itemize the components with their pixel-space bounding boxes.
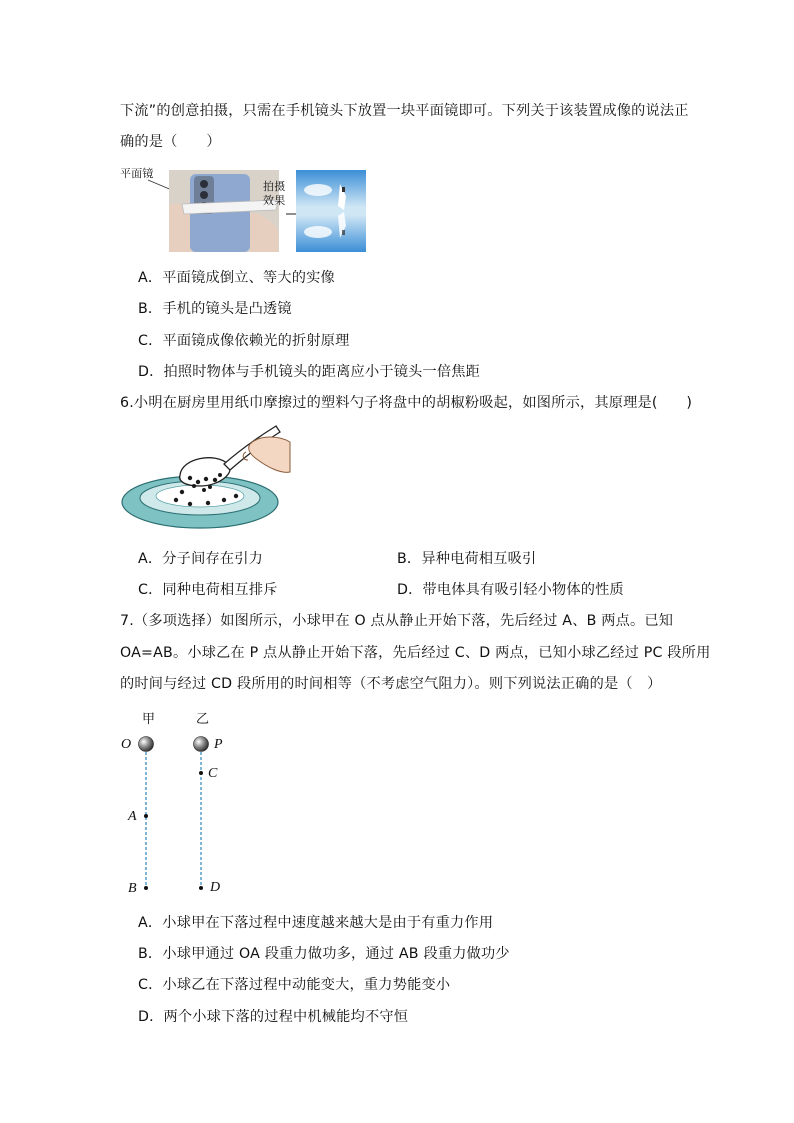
q5-option-d: D．拍照时物体与手机镜头的距离应小于镜头一倍焦距 [138, 364, 481, 380]
q7-option-a: A．小球甲在下落过程中速度越来越大是由于有重力作用 [138, 915, 494, 931]
point-d-label: D [210, 880, 221, 895]
q5-option-a: A．平面镜成倒立、等大的实像 [138, 270, 335, 286]
point-b-label: B [128, 881, 137, 896]
q5-figure [118, 160, 378, 260]
q5-intro-line-1: 下流”的创意拍摄，只需在手机镜头下放置一块平面镜即可。下列关于该装置成像的说法正 [120, 103, 689, 119]
point-p-label: P [214, 737, 223, 752]
q5-option-b: B．手机的镜头是凸透镜 [138, 301, 292, 317]
q7-stem-line-3: 的时间与经过 CD 段所用的时间相等（不考虑空气阻力）。则下列说法正确的是（ ） [120, 676, 662, 692]
q6-figure [120, 420, 295, 535]
q6-option-a: A．分子间存在引力 [138, 551, 264, 567]
ball-yi-label: 乙 [196, 712, 210, 727]
point-a-label: A [128, 809, 137, 824]
q6-stem: 6.小明在厨房里用纸巾摩擦过的塑料勺子将盘中的胡椒粉吸起，如图所示，其原理是( ) [120, 395, 693, 411]
phone-mirror-photo [118, 160, 378, 260]
q7-option-d: D．两个小球下落的过程中机械能均不守恒 [138, 1009, 409, 1025]
q5-intro-line-2: 确的是（ ） [120, 134, 221, 150]
q7-figure [116, 708, 246, 898]
q6-option-c: C．同种电荷相互排斥 [138, 582, 278, 598]
spoon-plate-illustration [120, 420, 295, 535]
effect-label-2: 效果 [263, 194, 286, 207]
q7-option-c: C．小球乙在下落过程中动能变大，重力势能变小 [138, 977, 451, 993]
q6-option-b: B．异种电荷相互吸引 [397, 551, 537, 567]
q5-option-c: C．平面镜成像依赖光的折射原理 [138, 333, 350, 349]
point-c-label: C [208, 766, 218, 781]
falling-balls-diagram [116, 708, 246, 898]
ball-jia-label: 甲 [142, 712, 156, 727]
q7-stem-line-1: 7.（多项选择）如图所示，小球甲在 O 点从静止开始下落，先后经过 A、B 两点。已知 [120, 613, 674, 629]
q7-option-b: B．小球甲通过 OA 段重力做功多，通过 AB 段重力做功少 [138, 946, 510, 962]
effect-label-1: 拍摄 [263, 180, 286, 193]
point-o-label: O [121, 737, 132, 752]
q6-option-d: D．带电体具有吸引轻小物体的性质 [397, 582, 624, 598]
q7-stem-line-2: OA=AB。小球乙在 P 点从静止开始下落，先后经过 C、D 两点，已知小球乙经过 PC 段所用 [120, 645, 711, 661]
mirror-label: 平面镜 [120, 167, 154, 180]
